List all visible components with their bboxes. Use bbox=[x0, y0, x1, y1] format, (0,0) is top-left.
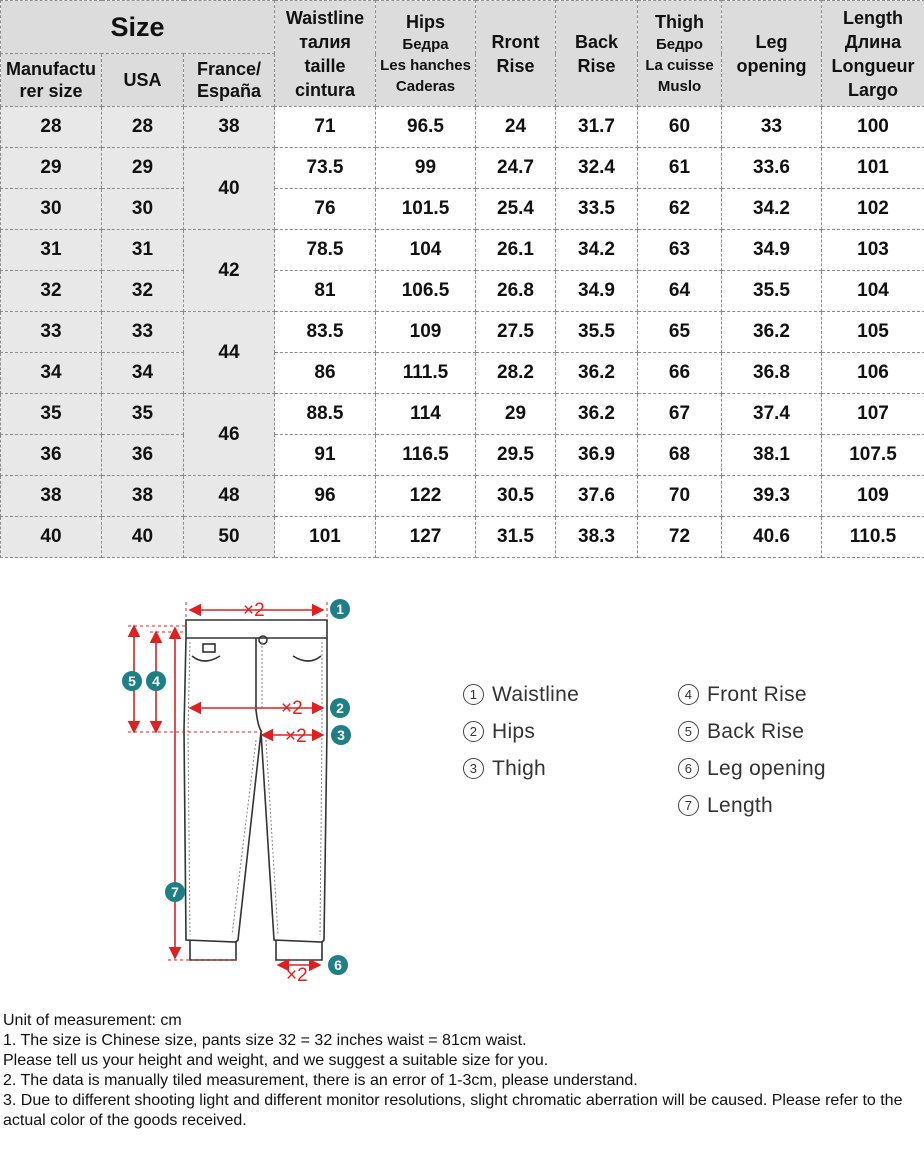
table-cell: 35 bbox=[102, 394, 184, 435]
table-cell: 26.8 bbox=[476, 271, 556, 312]
table-cell: 39.3 bbox=[722, 476, 822, 517]
table-cell: 78.5 bbox=[275, 230, 376, 271]
table-row bbox=[1, 312, 924, 353]
table-cell: 101.5 bbox=[376, 189, 476, 230]
header-waistline: Waistline талия taille cintura bbox=[275, 1, 376, 107]
table-cell: 30 bbox=[102, 189, 184, 230]
table-cell: 32.4 bbox=[556, 148, 638, 189]
table-cell: 44 bbox=[184, 312, 275, 394]
table-cell: 83.5 bbox=[275, 312, 376, 353]
header-hips: Hips Бедра Les hanches Caderas bbox=[376, 1, 476, 107]
table-cell: 32 bbox=[1, 271, 102, 312]
table-cell: 66 bbox=[638, 353, 722, 394]
table-cell: 109 bbox=[376, 312, 476, 353]
table-row bbox=[1, 353, 924, 394]
svg-text:3: 3 bbox=[337, 727, 345, 743]
table-cell: 28 bbox=[102, 107, 184, 148]
size-chart-table bbox=[0, 0, 924, 558]
multiplier-waistline: ×2 bbox=[243, 600, 265, 621]
table-cell: 71 bbox=[275, 107, 376, 148]
legend-item-hips: 2 Hips bbox=[463, 713, 579, 750]
table-cell: 37.4 bbox=[722, 394, 822, 435]
svg-text:5: 5 bbox=[128, 673, 136, 689]
table-cell: 76 bbox=[275, 189, 376, 230]
header-usa: USA bbox=[102, 54, 184, 107]
legend-item-length: 7 Length bbox=[678, 787, 826, 824]
table-cell: 29 bbox=[102, 148, 184, 189]
table-cell: 60 bbox=[638, 107, 722, 148]
table-cell: 102 bbox=[822, 189, 924, 230]
table-cell: 33 bbox=[102, 312, 184, 353]
table-cell: 48 bbox=[184, 476, 275, 517]
table-cell: 114 bbox=[376, 394, 476, 435]
multiplier-leg-opening: ×2 bbox=[286, 965, 308, 986]
table-cell: 29 bbox=[1, 148, 102, 189]
table-cell: 104 bbox=[376, 230, 476, 271]
header-thigh: Thigh Бедро La cuisse Muslo bbox=[638, 1, 722, 107]
svg-text:7: 7 bbox=[171, 884, 179, 900]
table-cell: 34 bbox=[102, 353, 184, 394]
table-cell: 88.5 bbox=[275, 394, 376, 435]
header-manufacturer-size: Manufactu rer size bbox=[1, 54, 102, 107]
table-cell: 31.5 bbox=[476, 517, 556, 558]
table-cell: 67 bbox=[638, 394, 722, 435]
marker-2 bbox=[330, 698, 350, 718]
table-cell: 81 bbox=[275, 271, 376, 312]
table-cell: 29 bbox=[476, 394, 556, 435]
table-cell: 31 bbox=[102, 230, 184, 271]
note-color-difference: 3. Due to different shooting light and different monitor resolutions, slight chromatic aberration will be caused. Please refer to the actual color of the goods received. bbox=[3, 1092, 903, 1129]
table-cell: 36.2 bbox=[556, 394, 638, 435]
legend-column-left bbox=[463, 676, 579, 787]
table-cell: 86 bbox=[275, 353, 376, 394]
table-cell: 35.5 bbox=[722, 271, 822, 312]
measurement-diagram bbox=[0, 580, 924, 1000]
table-cell: 38.3 bbox=[556, 517, 638, 558]
table-cell: 33.5 bbox=[556, 189, 638, 230]
table-cell: 36.9 bbox=[556, 435, 638, 476]
table-cell: 26.1 bbox=[476, 230, 556, 271]
table-cell: 24.7 bbox=[476, 148, 556, 189]
table-cell: 73.5 bbox=[275, 148, 376, 189]
table-cell: 91 bbox=[275, 435, 376, 476]
table-cell: 101 bbox=[822, 148, 924, 189]
svg-text:4: 4 bbox=[152, 673, 160, 689]
note-chinese-size: 1. The size is Chinese size, pants size 32 = 32 inches waist = 81cm waist. bbox=[3, 1032, 527, 1049]
table-cell: 100 bbox=[822, 107, 924, 148]
table-cell: 36 bbox=[102, 435, 184, 476]
svg-text:6: 6 bbox=[334, 957, 342, 973]
multiplier-thigh: ×2 bbox=[285, 726, 307, 747]
table-cell: 64 bbox=[638, 271, 722, 312]
header-back-rise: Back Rise bbox=[556, 1, 638, 107]
legend-column-right bbox=[678, 676, 826, 824]
table-cell: 106.5 bbox=[376, 271, 476, 312]
legend-item-thigh: 3 Thigh bbox=[463, 750, 579, 787]
header-length: Length Длина Longueur Largo bbox=[822, 1, 924, 107]
table-cell: 35.5 bbox=[556, 312, 638, 353]
table-cell: 34.2 bbox=[722, 189, 822, 230]
table-cell: 33 bbox=[722, 107, 822, 148]
marker-6 bbox=[328, 955, 348, 975]
table-cell: 103 bbox=[822, 230, 924, 271]
svg-text:1: 1 bbox=[336, 601, 344, 617]
marker-4 bbox=[146, 671, 166, 691]
header-france-espana: France/ España bbox=[184, 54, 275, 107]
table-cell: 96 bbox=[275, 476, 376, 517]
table-cell: 65 bbox=[638, 312, 722, 353]
table-cell: 38 bbox=[102, 476, 184, 517]
table-cell: 34 bbox=[1, 353, 102, 394]
table-cell: 107.5 bbox=[822, 435, 924, 476]
table-cell: 99 bbox=[376, 148, 476, 189]
table-cell: 31 bbox=[1, 230, 102, 271]
table-cell: 35 bbox=[1, 394, 102, 435]
legend-item-back-rise: 5 Back Rise bbox=[678, 713, 826, 750]
header-front-rise: Rront Rise bbox=[476, 1, 556, 107]
table-cell: 32 bbox=[102, 271, 184, 312]
table-cell: 30 bbox=[1, 189, 102, 230]
marker-7 bbox=[165, 882, 185, 902]
guide-lines bbox=[128, 602, 327, 960]
table-cell: 34.9 bbox=[722, 230, 822, 271]
table-cell: 62 bbox=[638, 189, 722, 230]
legend-item-waistline: 1 Waistline bbox=[463, 676, 579, 713]
size-notes bbox=[3, 1011, 921, 1131]
table-cell: 30.5 bbox=[476, 476, 556, 517]
table-cell: 104 bbox=[822, 271, 924, 312]
table-cell: 28.2 bbox=[476, 353, 556, 394]
table-cell: 31.7 bbox=[556, 107, 638, 148]
svg-text:2: 2 bbox=[336, 700, 344, 716]
table-cell: 101 bbox=[275, 517, 376, 558]
table-cell: 116.5 bbox=[376, 435, 476, 476]
table-cell: 127 bbox=[376, 517, 476, 558]
measurement-arrows bbox=[134, 610, 323, 965]
table-row bbox=[1, 107, 924, 148]
table-cell: 40 bbox=[102, 517, 184, 558]
table-cell: 33.6 bbox=[722, 148, 822, 189]
table-cell: 36.2 bbox=[722, 312, 822, 353]
table-cell: 36.8 bbox=[722, 353, 822, 394]
table-cell: 27.5 bbox=[476, 312, 556, 353]
size-table-body bbox=[1, 107, 924, 558]
table-row bbox=[1, 148, 924, 189]
table-cell: 37.6 bbox=[556, 476, 638, 517]
table-cell: 70 bbox=[638, 476, 722, 517]
table-cell: 122 bbox=[376, 476, 476, 517]
table-cell: 50 bbox=[184, 517, 275, 558]
table-cell: 72 bbox=[638, 517, 722, 558]
table-cell: 28 bbox=[1, 107, 102, 148]
table-cell: 106 bbox=[822, 353, 924, 394]
table-cell: 68 bbox=[638, 435, 722, 476]
table-row bbox=[1, 394, 924, 435]
table-cell: 111.5 bbox=[376, 353, 476, 394]
size-title: Size bbox=[1, 1, 275, 54]
table-cell: 24 bbox=[476, 107, 556, 148]
table-cell: 38.1 bbox=[722, 435, 822, 476]
note-unit: Unit of measurement: cm bbox=[3, 1012, 182, 1029]
table-row bbox=[1, 476, 924, 517]
table-cell: 46 bbox=[184, 394, 275, 476]
table-row bbox=[1, 189, 924, 230]
table-cell: 61 bbox=[638, 148, 722, 189]
marker-1 bbox=[330, 599, 350, 619]
table-cell: 36 bbox=[1, 435, 102, 476]
table-cell: 96.5 bbox=[376, 107, 476, 148]
table-cell: 29.5 bbox=[476, 435, 556, 476]
table-cell: 34.9 bbox=[556, 271, 638, 312]
table-cell: 42 bbox=[184, 230, 275, 312]
table-cell: 34.2 bbox=[556, 230, 638, 271]
table-cell: 40 bbox=[1, 517, 102, 558]
table-row bbox=[1, 230, 924, 271]
marker-3 bbox=[331, 725, 351, 745]
table-cell: 109 bbox=[822, 476, 924, 517]
table-row bbox=[1, 517, 924, 558]
table-cell: 105 bbox=[822, 312, 924, 353]
note-measurement-error: 2. The data is manually tiled measurement, there is an error of 1-3cm, please understand. bbox=[3, 1072, 638, 1089]
multiplier-hips: ×2 bbox=[281, 698, 303, 719]
table-cell: 107 bbox=[822, 394, 924, 435]
legend-item-leg-opening: 6 Leg opening bbox=[678, 750, 826, 787]
legend-item-front-rise: 4 Front Rise bbox=[678, 676, 826, 713]
table-cell: 110.5 bbox=[822, 517, 924, 558]
jeans-outline bbox=[184, 620, 327, 960]
header-leg-opening: Leg opening bbox=[722, 1, 822, 107]
table-cell: 38 bbox=[184, 107, 275, 148]
table-cell: 38 bbox=[1, 476, 102, 517]
table-row bbox=[1, 435, 924, 476]
table-cell: 25.4 bbox=[476, 189, 556, 230]
marker-5 bbox=[122, 671, 142, 691]
table-cell: 33 bbox=[1, 312, 102, 353]
table-cell: 63 bbox=[638, 230, 722, 271]
note-height-weight: Please tell us your height and weight, and we suggest a suitable size for you. bbox=[3, 1052, 549, 1069]
table-cell: 36.2 bbox=[556, 353, 638, 394]
table-cell: 40.6 bbox=[722, 517, 822, 558]
table-cell: 40 bbox=[184, 148, 275, 230]
table-row bbox=[1, 271, 924, 312]
